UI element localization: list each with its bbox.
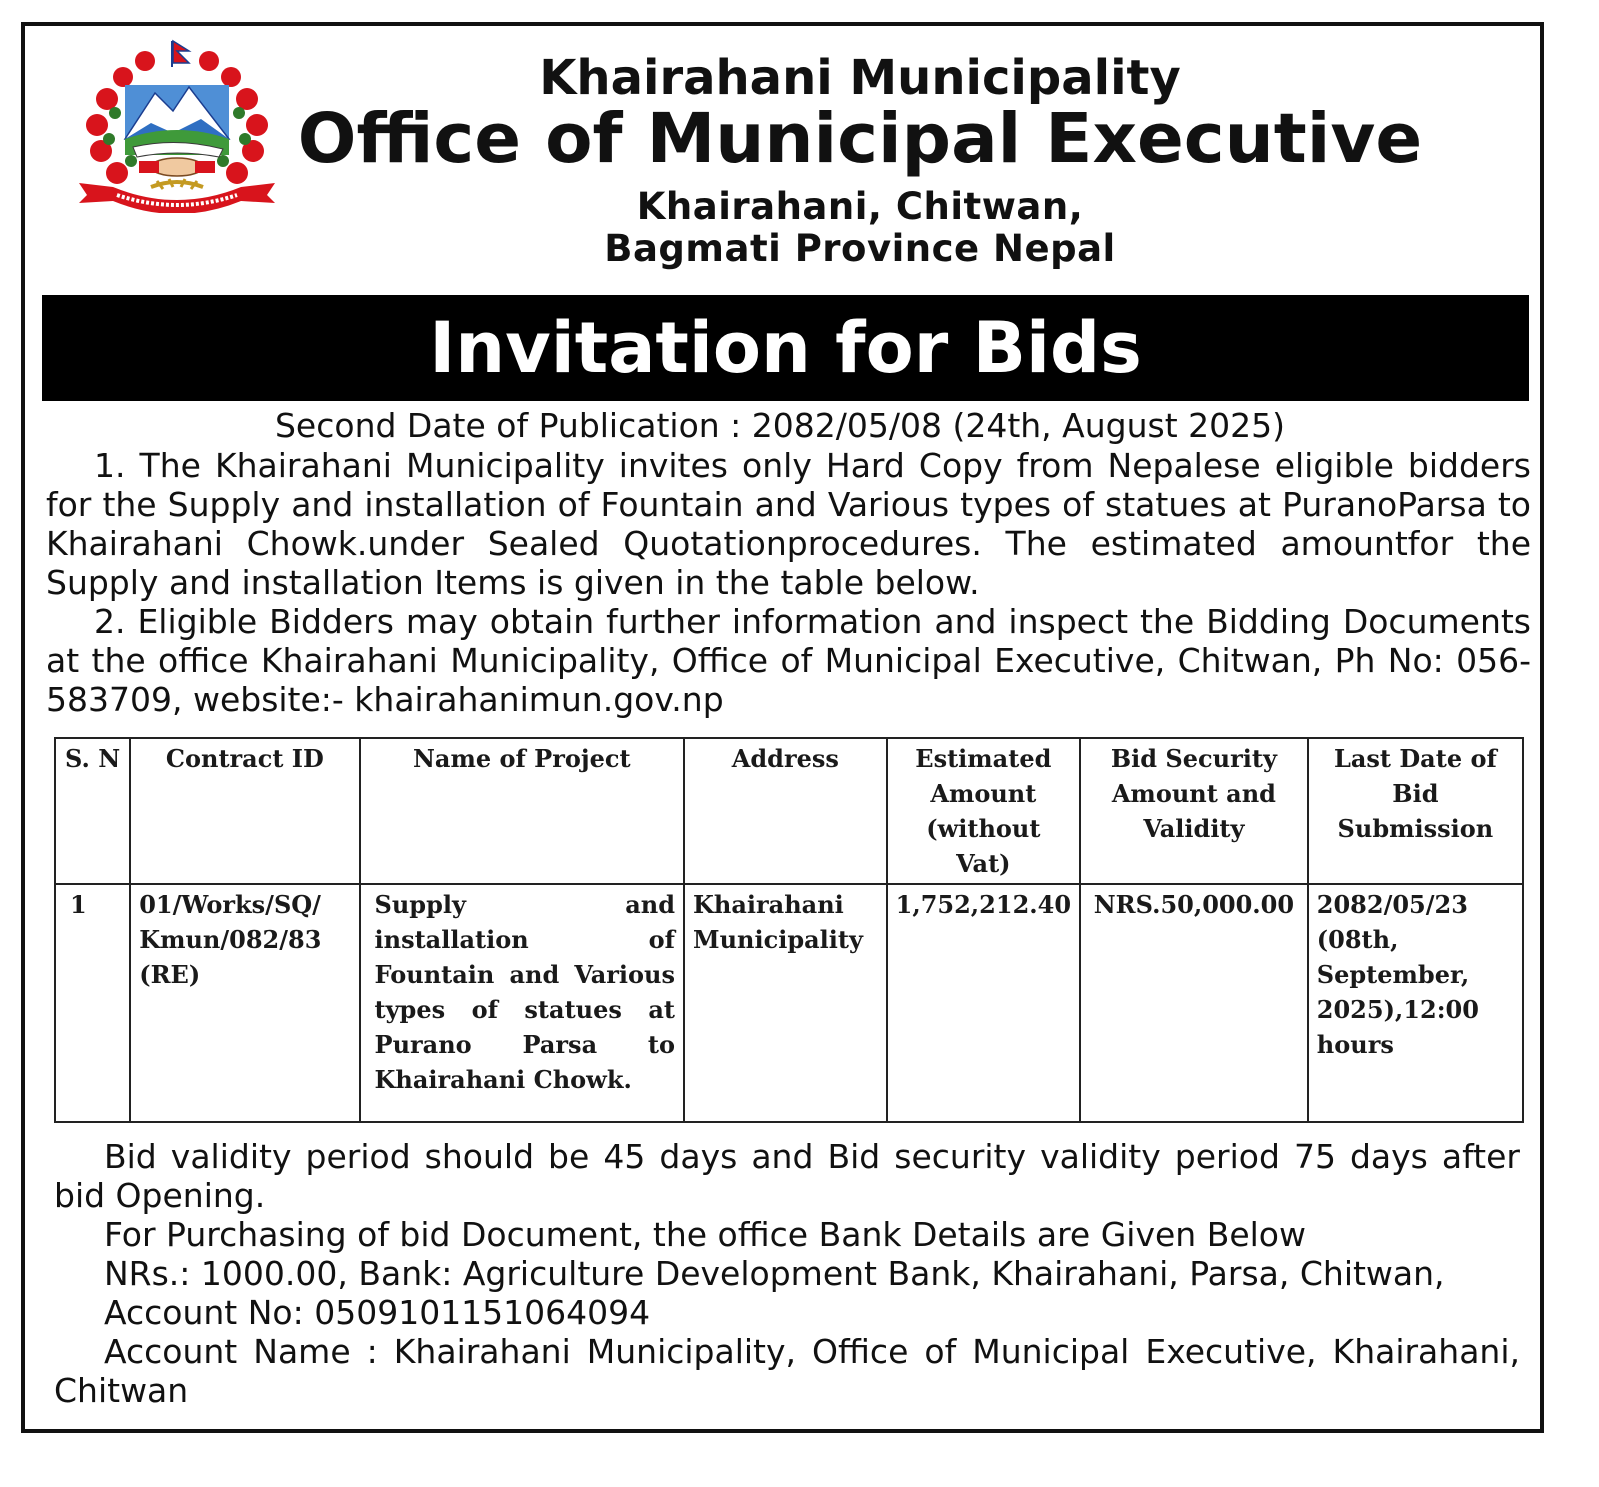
notice-title-banner: Invitation for Bids (42, 295, 1529, 401)
cell-project: Supply and installation of Fountain and Various types of statues at Purano Parsa to Khairahani Chowk. (360, 884, 685, 1122)
bids-table (54, 737, 1524, 1123)
notice-paragraph-2: 2. Eligible Bidders may obtain further information and inspect the Bidding Documents at the office Khairahani Municipality, Office of Municipal Executive, Chitwan, Ph No: 056-583709, website:- khairahanimun.gov.np (46, 602, 1531, 719)
cell-bid-security: NRS.50,000.00 (1080, 884, 1308, 1122)
cell-estimated-amount: 1,752,212.40 (887, 884, 1080, 1122)
publication-date: Second Date of Publication : 2082/05/08 (24th, August 2025) (274, 406, 1285, 445)
bid-validity-note: Bid validity period should be 45 days and Bid security validity period 75 days after bid Opening. (54, 1137, 1520, 1215)
notice-body (46, 446, 1531, 719)
account-name: Account Name : Khairahani Municipality, Office of Municipal Executive, Khairahani, Chitwan (54, 1332, 1520, 1410)
notice-paragraph-1: 1. The Khairahani Municipality invites only Hard Copy from Nepalese eligible bidders for the Supply and installation of Fountain and Various types of statues at PuranoParsa to Khairahani Chowk.under Sealed Quotationprocedures. The estimated amountfor the Supply and installation Items is given in the table below. (46, 446, 1531, 602)
account-number: Account No: 0509101151064094 (104, 1293, 651, 1332)
header-estimated-amount: Estimated Amount (without Vat) (887, 738, 1080, 884)
organization-name: Khairahani Municipality (539, 50, 1181, 106)
header-sn: S. N (55, 738, 130, 884)
cell-last-date: 2082/05/23 (08th, September, 2025),12:00 hours (1308, 884, 1523, 1122)
cell-contract-id: 01/Works/SQ/ Kmun/082/83 (RE) (130, 884, 359, 1122)
cell-address: Khairahani Municipality (684, 884, 887, 1122)
purchasing-note: For Purchasing of bid Document, the office Bank Details are Given Below (104, 1215, 1306, 1254)
header-last-date: Last Date of Bid Submission (1308, 738, 1523, 884)
cell-sn: 1 (55, 884, 130, 1122)
header-bid-security: Bid Security Amount and Validity (1080, 738, 1308, 884)
office-address-line-2: Bagmati Province Nepal (604, 227, 1116, 270)
header-address: Address (684, 738, 887, 884)
office-name: Office of Municipal Executive (297, 99, 1423, 179)
header-project: Name of Project (360, 738, 685, 884)
table-header-row (55, 738, 1523, 884)
table-row (55, 884, 1523, 1122)
header-contract-id: Contract ID (130, 738, 359, 884)
office-address-line-1: Khairahani, Chitwan, (636, 185, 1084, 228)
footer-notes (54, 1137, 1520, 1410)
bank-details: NRs.: 1000.00, Bank: Agriculture Development Bank, Khairahani, Parsa, Chitwan, (104, 1254, 1445, 1293)
